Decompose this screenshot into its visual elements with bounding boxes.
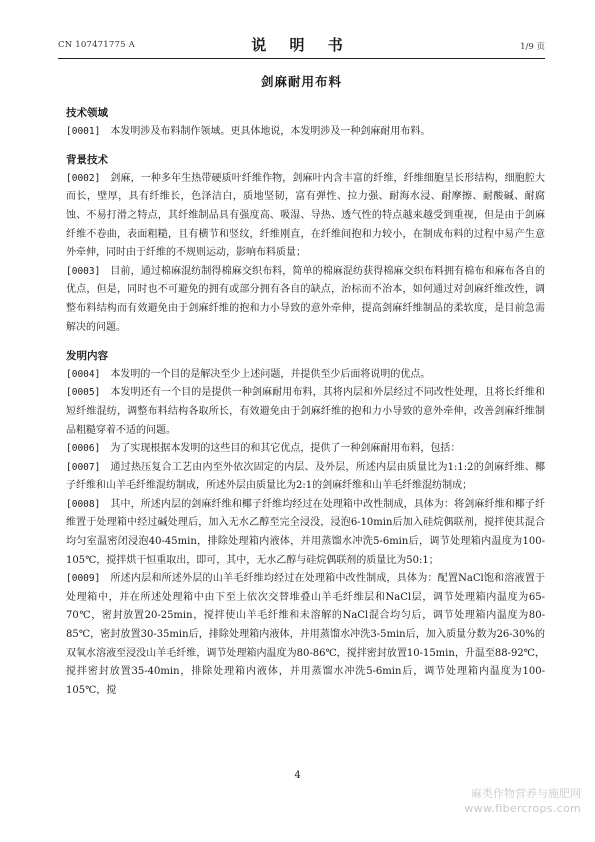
paragraph-text: 剑麻，一种多年生热带硬质叶纤维作物，剑麻叶内含丰富的纤维，纤维细胞呈长形结构，细胞腔大而长，壁厚，具有纤维长，色泽洁白，质地坚韧，富有弹性、拉力强、耐海水浸、耐摩擦、耐酸碱、耐腐蚀、不易打滑之特点，其纤维制品具有强度高、吸湿、导热、透气性的特点越来越受到重视，但是由于剑麻纤维不卷曲，表面粗糙，且有横节和竖纹，纤维刚直，在纤维间抱和力较小，在制成布料的过程中易产生意外牵伸，同时由于纤维的不规则运动，影响布料质量；: [66, 172, 545, 259]
paragraph-0006: [66, 440, 545, 459]
document-body: [66, 104, 545, 700]
paragraph-text: 通过热压复合工艺由内至外依次固定的内层、及外层，所述内层由质量比为1:1:2的剑麻纤维、椰子纤维和山羊毛纤维混纺制成，所述外层由质量比为2:1的剑麻纤维和山羊毛纤维混纺制成；: [66, 461, 545, 492]
paragraph-0009: [66, 570, 545, 700]
paragraph-text: 本发明涉及布料制作领域。更具体地说，本发明涉及一种剑麻耐用布料。: [110, 125, 431, 137]
watermark-site-name: 麻类作物营养与施肥网: [471, 787, 581, 800]
paragraph-0002: [66, 170, 545, 263]
section-heading-summary: 发明内容: [66, 350, 108, 363]
document-title: 剑麻耐用布料: [260, 74, 342, 89]
paragraph-0005: [66, 384, 545, 440]
paragraph-text: 本发明的一个目的是解决至少上述问题，并提供至少后面将说明的优点。: [110, 368, 431, 380]
paragraph-0007: [66, 459, 545, 496]
header-divider: [58, 58, 545, 59]
paragraph-number: [0008]: [66, 498, 101, 510]
paragraph-0008: [66, 496, 545, 570]
document-type-title: 说 明 书: [251, 36, 352, 54]
paragraph-number: [0007]: [66, 461, 101, 473]
paragraph-0003: [66, 263, 545, 337]
paragraph-number: [0005]: [66, 387, 101, 399]
paragraph-text: 所述内层和所述外层的山羊毛纤维均经过在处理箱中改性制成，具体为：配置NaCl饱和溶液置于处理箱中，并在所述处理箱中由下至上依次交替堆叠山羊毛纤维层和NaCl层，调节处理箱内温度为65-70℃，密封放置20-25min，搅拌使山羊毛纤维和未溶解的NaCl混合均匀后，调节处理箱内温度为80-85℃，密封放置30-35min后，排除处理箱内液体，并用蒸馏水冲洗3-5min后，加入质量分数为26-30%的双氧水溶液至浸没山羊毛纤维，调节处理箱内温度为80-86℃，搅拌密封放置10-15min，升温至88-92℃，搅拌密封放置35-40min，排除处理箱内液体，并用蒸馏水冲洗5-6min后，调节处理箱内温度为100-105℃，搅: [66, 573, 545, 696]
paragraph-number: [0002]: [66, 172, 101, 184]
paragraph-number: [0001]: [66, 125, 101, 137]
paragraph-text: 本发明还有一个目的是提供一种剑麻耐用布料，其将内层和外层经过不同改性处理，且将长纤维和短纤维混纺，调整布料结构各取所长，有效避免由于剑麻纤维的抱和力小导致的意外牵伸，改善剑麻纤维制品粗糙穿着不适的问题。: [66, 387, 545, 436]
paragraph-text: 其中，所述内层的剑麻纤维和椰子纤维均经过在处理箱中改性制成，具体为：将剑麻纤维和椰子纤维置于处理箱中经过碱处理后，加入无水乙醇至完全浸没，浸泡6-10min后加入硅烷偶联剂，搅拌使其混合均匀室温密闭浸泡40-45min，排除处理箱内液体，并用蒸馏水冲洗5-6min后，调节处理箱内温度为100-105℃，搅拌烘干恒重取出，即可，其中，无水乙醇与硅烷偶联剂的质量比为50:1；: [66, 498, 545, 566]
section-heading-background: 背景技术: [66, 154, 108, 167]
publication-number: CN 107471775 A: [58, 40, 135, 50]
watermark-url: www.fibercrops.com: [464, 802, 581, 815]
paragraph-0001: [66, 123, 545, 142]
paragraph-text: 为了实现根据本发明的这些目的和其它优点，提供了一种剑麻耐用布料，包括：: [110, 443, 461, 455]
paragraph-number: [0006]: [66, 443, 101, 455]
page-count: 1/9 页: [520, 42, 545, 52]
section-heading-technical-field: 技术领域: [66, 107, 108, 119]
paragraph-number: [0003]: [66, 265, 101, 277]
watermark: [464, 786, 581, 816]
paragraph-text: 目前，通过棉麻混纺制得棉麻交织布料，简单的棉麻混纺获得棉麻交织布料拥有棉布和麻布各自的优点，但是，同时也不可避免的拥有或部分拥有各自的缺点，治标而不治本，如何通过对剑麻纤维改性，调整布料结构而有效避免由于剑麻纤维的抱和力小导致的意外牵伸，提高剑麻纤维制品的柔软度，是目前急需解决的问题。: [66, 265, 545, 333]
paragraph-number: [0009]: [66, 573, 101, 585]
page-number: 4: [294, 770, 301, 781]
page-header: [58, 34, 545, 56]
paragraph-0004: [66, 366, 545, 385]
paragraph-number: [0004]: [66, 368, 101, 380]
